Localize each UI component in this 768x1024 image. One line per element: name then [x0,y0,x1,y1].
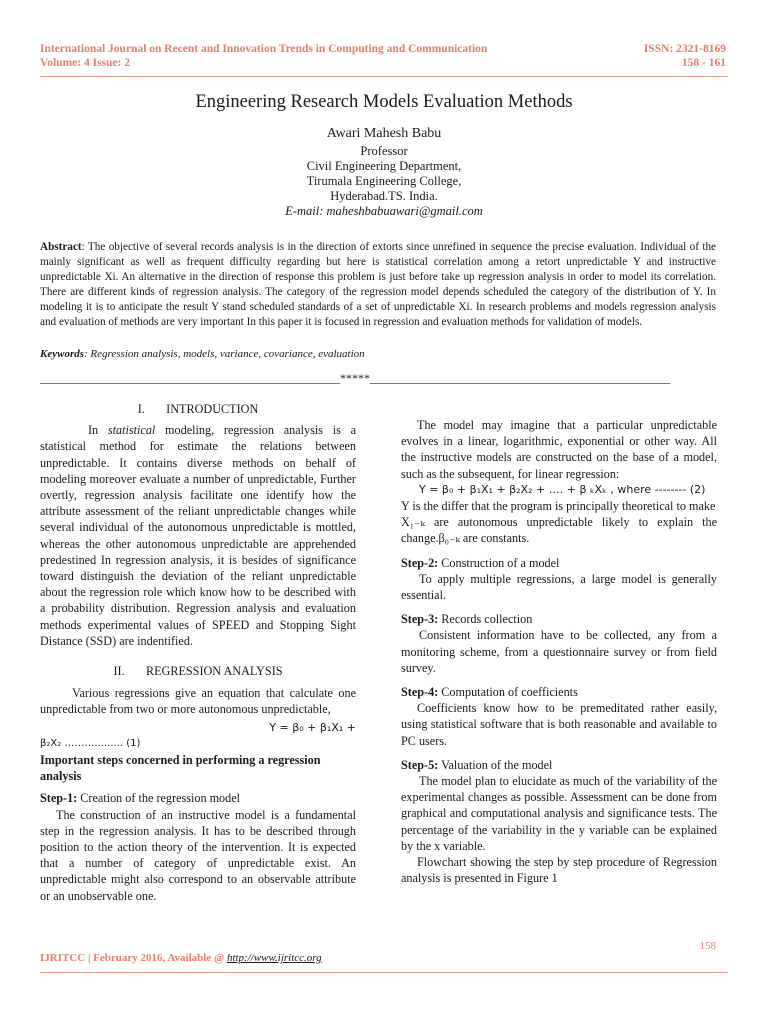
y-definition: Y is the differ that the program is principally theoretical to make [401,499,716,514]
footer-link[interactable]: http://www.ijritcc.org [226,952,322,964]
step-3-title: Records collection [438,612,533,627]
keywords [40,348,716,360]
author-role: Professor [360,144,408,158]
journal-pages: 158 - 161 [681,57,726,69]
x-definition: X₁₋ₖ are autonomous unpredictable likely to explain the change.β₀₋ₖ are constants. [401,515,717,546]
abstract [40,240,716,329]
left-column [40,401,356,904]
right-column [401,417,717,886]
model-paragraph: The model may imagine that a particular unpredictable evolves in a linear, logarithmic, exponential or other way. All the instructive models are constructed on the base of a model, such as the subsequent, for linear regression: [401,418,717,481]
regression-paragraph: Various regressions give an equation that calculate one unpredictable from two or more autonomous unpredictable, [40,686,356,717]
step-2-paragraph: To apply multiple regressions, a large model is generally essential. [401,571,717,603]
step-1-label: Step-1: [40,791,78,806]
section-1-heading: I. INTRODUCTION [137,402,259,416]
footer [40,952,322,964]
flowchart-paragraph: Flowchart showing the step by step procedure of Regression analysis is presented in Figure 1 [401,855,717,886]
paper-title: Engineering Research Models Evaluation Methods [195,92,573,112]
step-1-title: Creation of the regression model [77,791,241,806]
step-3-label: Step-3: [401,612,439,627]
author-college: Tirumala Engineering College, [306,174,462,188]
section-separator: __________________________________________________*****__________________________________________________ [40,371,670,385]
step-4-title: Computation of coefficients [438,685,578,700]
author-email: E-mail: maheshbabuawari@gmail.com [285,204,483,218]
equation-1-continuation: β₂X₂ ………......... (1) [40,737,141,749]
journal-header [40,42,487,70]
step-2-title: Construction of a model [438,555,560,570]
section-2-heading: II. REGRESSION ANALYSIS [113,664,283,679]
step-4-paragraph: Coefficients know how to be premeditated rather easily, using statistical software that is both reasonable and available to PC users. [401,701,717,748]
step-4-heading [401,684,717,700]
step-5-heading [401,757,717,773]
intro-text-a: In [88,423,108,438]
journal-volume: Volume: 4 Issue: 2 [40,57,130,69]
step-5-title: Valuation of the model [438,757,553,772]
step-1-heading [40,790,356,806]
intro-text-em: statistical [107,423,156,438]
equation-1-line: Y = β₀ + β₁X₁ + [269,720,356,734]
journal-issn-block [644,42,726,70]
equation-2: Y = β₀ + β₁X₁ + β₂X₂ + …. + β ₖXₖ , where -------- (2) [419,482,706,496]
author-name: Awari Mahesh Babu [326,126,442,141]
step-3-heading [401,611,717,627]
keywords-text: : Regression analysis, models, variance, covariance, evaluation [84,348,365,360]
step-5-paragraph: The model plan to elucidate as much of the variability of the experimental changes as possible. Assessment can be done from graphical and computational analysis and significance tests. The percentage of the variability in the y variable can be explained by the x variable. [401,774,717,853]
step-3-paragraph: Consistent information have to be collected, any from a monitoring scheme, from a questionnaire survey or from field survey. [401,628,717,675]
header-rule [40,76,728,77]
page-number: 158 [699,940,716,952]
footer-text: IJRITCC | February 2016, Available @ [40,952,227,964]
author-block [0,126,768,219]
step-1-paragraph: The construction of an instructive model is a fundamental step in the regression analysis. It has to be described through position to the action theory of the intervention. It is expected that a number of category of unpredictable exist. An unpredictable might also correspond to an observable attribute or an unobservable one. [40,807,356,903]
step-2-label: Step-2: [401,555,439,570]
steps-heading: Important steps concerned in performing a regression analysis [40,753,321,784]
journal-issn: ISSN: 2321-8169 [643,43,726,55]
step-2-heading [401,555,717,571]
author-city: Hyderabad.TS. India. [330,189,438,203]
footer-rule [40,972,728,973]
abstract-text: : The objective of several records analysis is in the direction of extorts since unrefined in sequence the precise evaluation. Individual of the mainly significant as well as frequent difficulty regarding but here is statistical correlation among a retort unpredictable Y and instructive unpredictable Xi. An alternative in the direction of response this problem is just before take up regression analysis in order to model its correlation. There are different kinds of regression analysis. The category of the regression model depends scheduled the category of the distribution of Y. In modeling it is to anticipate the result Y stand scheduled standards of a set of unpredictable Xi. In research problems and models regression analysis and evaluation of methods are very important In this paper it is focused in regression and evaluation methods for validation of models. [40,241,716,328]
step-5-label: Step-5: [401,757,439,772]
abstract-label: Abstract [40,241,82,253]
author-dept: Civil Engineering Department, [306,159,462,173]
journal-name: International Journal on Recent and Innovation Trends in Computing and Communication [40,43,488,55]
step-4-label: Step-4: [401,685,439,700]
intro-text-b: modeling, regression analysis is a statistical method for estimate the relations between unpredictable. It contains diverse methods on behalf of modeling moreover evaluate a number of unpredictable, Further overtly, regression analysis facilitate one identify how the attribute assessment of the reliant unpredictable changes while several individual of the autonomous unpredictable is mottled, whereas the other autonomous unpredictable are apprehended predestined In regression analysis, it is besides of significance toward distinguish the deviation of the reliant unpredictable about the regression role which know how to be described with a probability distribution. Regression analysis and evaluation methods experimental values of SPEED and Stopping Sight Distance (SSD) are indentified. [40,423,356,648]
keywords-label: Keywords [40,348,84,360]
intro-paragraph [40,422,356,649]
